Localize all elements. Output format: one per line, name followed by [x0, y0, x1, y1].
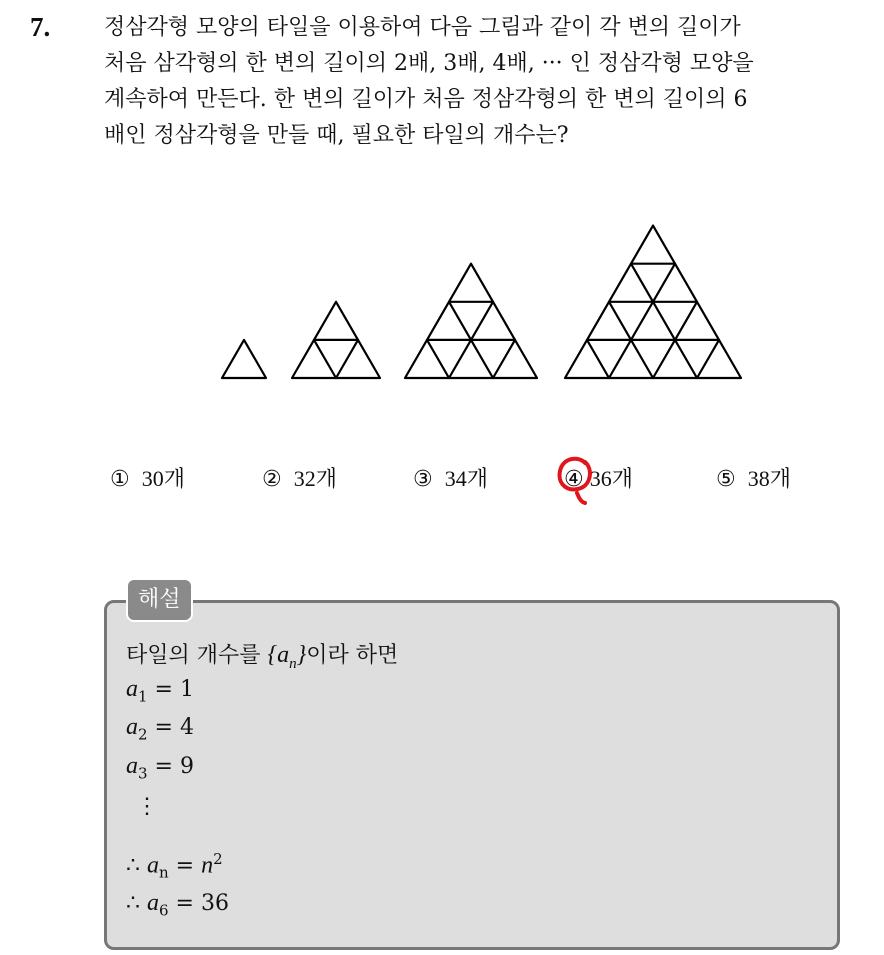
triangle-tile [222, 340, 266, 378]
choice-5[interactable] [716, 462, 791, 493]
triangle-tile [565, 340, 609, 378]
solution-eq-2 [126, 714, 194, 743]
intro-seq-close: } [296, 642, 307, 668]
question-line: 배인 정삼각형을 만들 때, 필요한 타일의 개수는? [104, 123, 569, 148]
triangle-tile [427, 302, 471, 340]
question-line: 계속하여 만든다. 한 변의 길이가 처음 정삼각형의 한 변의 길이의 6 [104, 87, 748, 112]
intro-before: 타일의 개수를 [126, 643, 261, 668]
triangle-tile [336, 340, 380, 378]
triangle-tile [697, 340, 741, 378]
answer-circle-mark [555, 453, 595, 505]
triangle-tile [675, 302, 719, 340]
eq-var: a [147, 890, 159, 916]
solution-eq-1 [126, 676, 194, 705]
answer-choices [0, 462, 884, 502]
triangle-tile [587, 302, 631, 340]
intro-after: 이라 하면 [306, 643, 399, 668]
tiled-triangle-2 [292, 302, 380, 378]
triangle-tile [449, 264, 493, 302]
choice-text: 32개 [293, 466, 337, 491]
triangle-tile [609, 264, 653, 302]
triangle-tile [631, 302, 675, 340]
eq-var: a [126, 714, 138, 740]
triangle-tile [631, 226, 675, 264]
eq-sub: 1 [138, 687, 148, 706]
choice-mark: ④ [564, 467, 584, 492]
question-line: 정삼각형 모양의 타일을 이용하여 다음 그림과 같이 각 변의 길이가 [104, 15, 741, 40]
choice-2[interactable] [262, 462, 337, 493]
solution-therefore-1 [126, 850, 223, 882]
eq-sup: 2 [213, 850, 223, 868]
intro-seq: {a [267, 642, 290, 668]
question-number: 7. [30, 12, 51, 42]
eq-sign: = [168, 853, 202, 879]
solution-tag: 해설 [126, 578, 193, 622]
solution-eq-3 [126, 753, 194, 782]
eq-sub: n [159, 863, 169, 882]
eq-rhs: = 36 [168, 891, 229, 916]
vertical-ellipsis: ⋮ [136, 794, 158, 819]
triangle-tile [653, 340, 697, 378]
choice-mark: ② [262, 467, 282, 492]
triangle-tile [471, 302, 515, 340]
choice-mark: ③ [413, 467, 433, 492]
intro-seq-sub: n [289, 655, 297, 672]
eq-sub: 2 [138, 725, 148, 744]
triangle-tile [405, 340, 449, 378]
eq-rhs: = 4 [147, 715, 194, 740]
eq-rhs: = 1 [147, 677, 194, 702]
eq-sub: 6 [159, 901, 169, 920]
therefore-symbol: ∴ [126, 891, 140, 916]
choice-1[interactable] [110, 462, 185, 493]
tiled-triangle-3 [405, 264, 537, 378]
eq-rhs: = 9 [147, 754, 194, 779]
eq-base: n [201, 852, 214, 879]
tiled-triangle-1 [222, 340, 266, 378]
tiled-triangle-4 [565, 226, 741, 378]
solution-intro [126, 638, 398, 673]
solution-therefore-2 [126, 890, 229, 919]
eq-var: a [126, 676, 138, 702]
triangle-tile [493, 340, 537, 378]
choice-3[interactable] [413, 462, 488, 493]
choice-text: 36개 [589, 466, 633, 491]
triangle-figure [0, 0, 884, 420]
triangle-tile [314, 302, 358, 340]
choice-text: 30개 [141, 466, 185, 491]
question-line: 처음 삼각형의 한 변의 길이의 2배, 3배, 4배, ··· 인 정삼각형 모양을 [104, 51, 754, 76]
therefore-symbol: ∴ [126, 853, 140, 879]
choice-text: 34개 [444, 466, 488, 491]
triangle-tile [449, 340, 493, 378]
eq-sub: 3 [138, 764, 148, 783]
triangle-tile [609, 340, 653, 378]
eq-var: a [126, 753, 138, 779]
choice-mark: ⑤ [716, 467, 736, 492]
choice-text: 38개 [747, 466, 791, 491]
choice-mark: ① [110, 467, 130, 492]
eq-var: a [147, 852, 159, 879]
triangle-tile [292, 340, 336, 378]
triangle-tile [653, 264, 697, 302]
